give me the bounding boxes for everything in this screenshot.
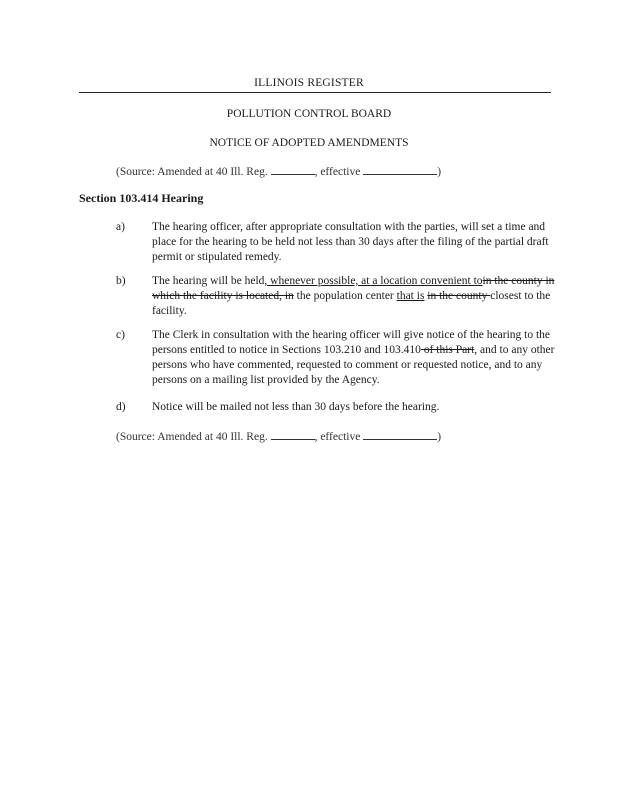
text-segment: The Clerk in consultation with the hearing officer will give notice of the hearing to the persons entitled to notice in Sections 103.210 and 103.410 [152,329,551,356]
reg-blank [271,429,315,440]
subsection-a [116,220,556,265]
source-mid: , effective [314,431,361,443]
subsection-label: d) [116,401,126,413]
notice-title: NOTICE OF ADOPTED AMENDMENTS [209,137,409,149]
source-suffix: ) [437,166,442,178]
subsection-b [116,274,556,319]
source-mid: , effective [314,166,361,178]
source-note-top [116,164,441,178]
deleted-text: in the county in which the facility is located, in [152,275,555,302]
text-segment: The hearing will be held [152,275,265,287]
source-prefix: (Source: Amended at 40 Ill. Reg. [116,431,268,443]
deleted-text: of this Part [420,344,475,356]
source-prefix: (Source: Amended at 40 Ill. Reg. [116,166,268,178]
effective-blank [363,429,437,440]
board-name: POLLUTION CONTROL BOARD [226,108,392,120]
text-segment: , and to any other persons who have commented, requested to comment or requested notice, and to any persons on a mailing list provided by the Agency. [152,344,555,386]
subsection-text: The hearing officer, after appropriate consultation with the parties, will set a time and place for the hearing to be held not less than 30 days after the filing of the partial draft permit or stipulated remedy. [152,221,549,263]
section-heading: Section 103.414 Hearing [79,191,204,205]
text-segment: closest to the facility. [152,290,551,317]
inserted-text: , whenever possible, at a location convenient to [264,275,483,287]
subsection-text: Notice will be mailed not less than 30 days before the hearing. [152,401,440,413]
inserted-text: that is [396,290,425,302]
deleted-text: in the county [427,290,491,302]
subsection-d [116,400,556,415]
effective-blank [363,164,437,175]
subsection-label: c) [116,329,125,341]
subsection-text [152,274,556,319]
subsection-label: a) [116,221,125,233]
subsection-c [116,328,556,388]
source-suffix: ) [437,431,442,443]
source-note-bottom [116,429,441,443]
header-rule [79,92,551,93]
subsection-label: b) [116,275,126,287]
register-title: ILLINOIS REGISTER [254,77,364,89]
reg-blank [271,164,315,175]
text-segment: the population center [293,290,397,302]
subsection-text [152,328,556,388]
